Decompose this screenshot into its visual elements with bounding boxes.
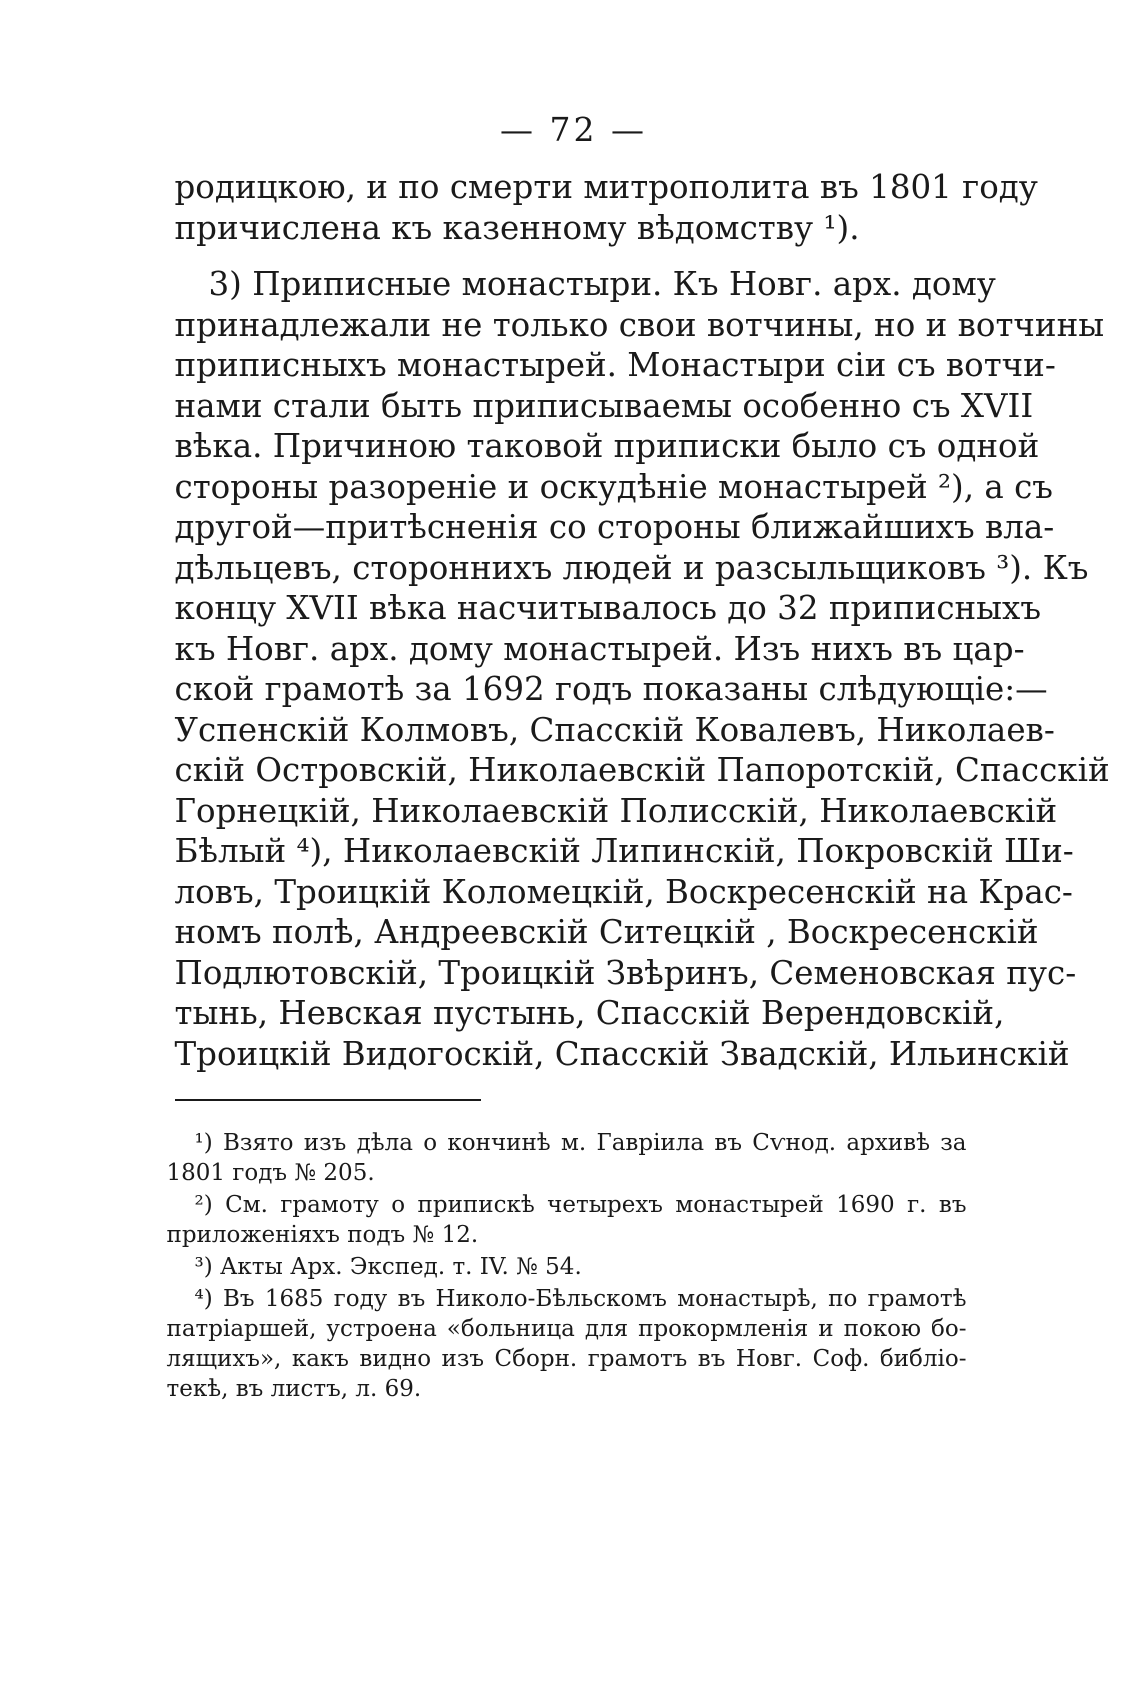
text-line: ской грамотѣ за 1692 годъ показаны слѣдующіе:— (174, 670, 1048, 708)
text-line: номъ полѣ, Андреевскій Ситецкій , Воскресенскій (174, 913, 1039, 951)
text-line: причислена къ казенному вѣдомству ¹). (174, 208, 860, 247)
text-line: Подлютовскій, Троицкій Звѣринъ, Семеновская пус- (174, 953, 1077, 992)
text-line: Бѣлый ⁴), Николаевскій Липинскій, Покровскій Ши- (174, 832, 1074, 870)
footnote-line: текѣ, въ листъ, л. 69. (166, 1376, 422, 1402)
text-line: 3) Приписные монастыри. Къ Новг. арх. дому (208, 265, 996, 303)
text-line: приписныхъ монастырей. Монастыри сіи съ вотчи- (174, 346, 1056, 384)
footnote-line: 1801 годъ № 205. (166, 1160, 375, 1186)
footnote-line: ²) См. грамоту о припискѣ четырехъ монастырей 1690 г. въ (194, 1192, 967, 1218)
text-line: концу XVII вѣка насчитывалось до 32 приписныхъ (174, 589, 1042, 627)
footnote-line: лящихъ», какъ видно изъ Сборн. грамотъ въ Новг. Соф. библіо- (166, 1346, 967, 1372)
text-line: тынь, Невская пустынь, Спасскій Верендовскій, (174, 994, 1005, 1032)
text-line: Горнецкій, Николаевскій Полисскій, Николаевскій (174, 791, 1058, 830)
book-page (47, 0, 1110, 1706)
paragraph-gap (175, 248, 970, 264)
text-line: стороны разореніе и оскудѣніе монастырей ²), а съ (174, 467, 1053, 506)
footnote-line: ⁴) Въ 1685 году въ Николо-Бѣльскомъ монастырѣ, по грамотѣ (194, 1286, 967, 1312)
text-line: скій Островскій, Николаевскій Папоротскій, Спасскій (174, 751, 1110, 789)
footnote-line: патріаршей, устроена «больница для прокормленія и покою бо- (166, 1316, 967, 1342)
text-line: принадлежали не только свои вотчины, но и вотчины (174, 305, 1105, 344)
footnotes (167, 1128, 967, 1404)
footnote-line: приложеніяхъ подъ № 12. (166, 1222, 479, 1248)
main-text (174, 167, 1110, 1074)
text-line: Успенскій Колмовъ, Спасскій Ковалевъ, Николаев- (174, 710, 1055, 749)
text-line: Троицкій Видогоскій, Спасскій Звадскій, Ильинскій (174, 1034, 1070, 1073)
text-line: вѣка. Причиною таковой приписки было съ одной (174, 427, 1040, 465)
page-number: — 72 — (500, 110, 647, 149)
footnote-divider (175, 1099, 481, 1101)
text-line: нами стали быть приписываемы особенно съ XVII (174, 386, 1034, 425)
footnote-line: ¹) Взято изъ дѣла о кончинѣ м. Гавріила въ Сѵнод. архивѣ за (194, 1130, 967, 1156)
text-line: ловъ, Троицкій Коломецкій, Воскресенскій на Крас- (174, 872, 1073, 911)
footnote-line: ³) Акты Арх. Экспед. т. IV. № 54. (194, 1254, 582, 1280)
text-line: дѣльцевъ, стороннихъ людей и разсыльщиковъ ³). Къ (174, 548, 1089, 587)
text-line: другой—притѣсненія со стороны ближайшихъ вла- (174, 508, 1055, 546)
text-line: родицкою, и по смерти митрополита въ 1801 году (174, 168, 1038, 206)
text-line: къ Новг. арх. дому монастырей. Изъ нихъ въ цар- (174, 629, 1025, 668)
